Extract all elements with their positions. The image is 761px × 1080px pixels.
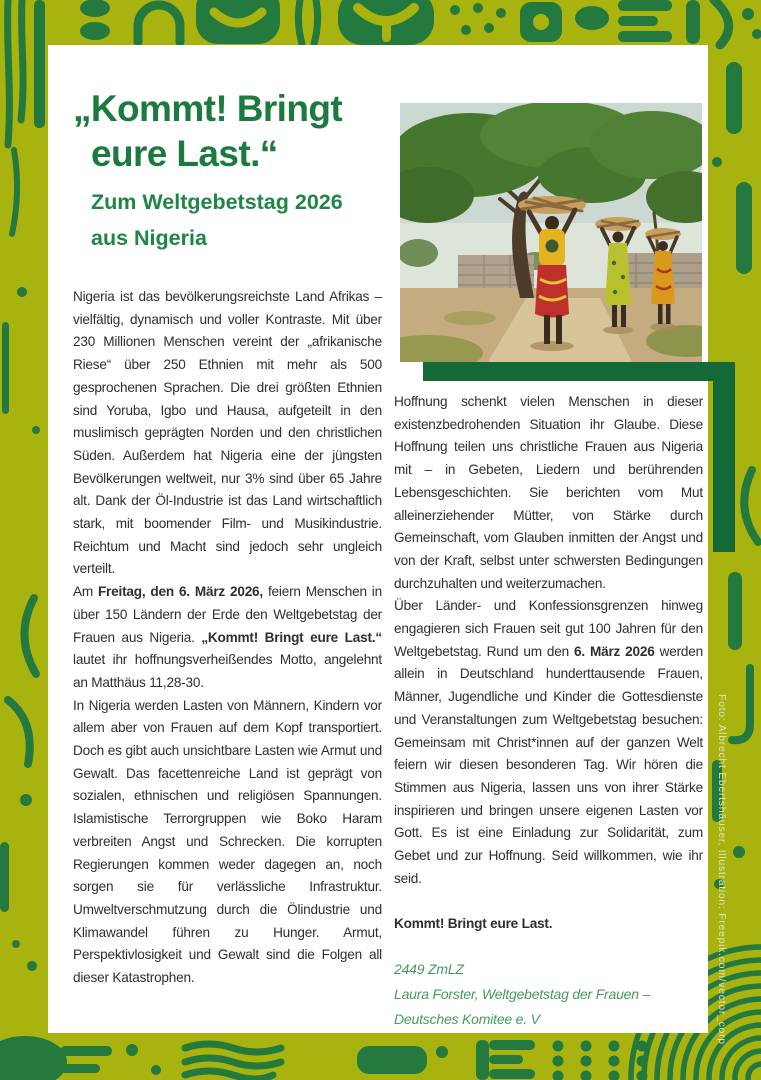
closing-motto: Kommt! Bringt eure Last. [394, 916, 553, 932]
date-bold: Freitag, den 6. März 2026, [97, 584, 263, 600]
paragraph-lasten: In Nigeria werden Lasten von Männern, Kindern vor allem aber von Frauen auf dem Kopf transportiert. Doch es gibt auch unsichtbare Lasten wie Armut und Gewalt. Das facettenreiche Land ist geprägt von sozialen, ethnischen und religiösen Spannungen. Islamistische Terrorgruppen wie Boko Haram verbreiten Angst und Schrecken. Die korrupten Regierungen kommen weder dagegen an, noch sorgen sie für verlässliche Infrastruktur. Umweltverschmutzung durch die Ölindustrie und Klimawandel führen zu Hunger. Armut, Perspektivlosigkeit und Gewalt sind die Folgen all dieser Katastrophen. [73, 697, 382, 986]
photo-accent-bar-vertical [713, 362, 735, 552]
author-credits [394, 957, 703, 1032]
page-subtitle: Zum Weltgebetstag 2026 aus Nigeria [91, 190, 343, 250]
photo-credit-vertical: Foto: Albrecht Ebertshäuser, Illustration: Freepik.com/vector_corp [716, 694, 728, 1045]
motto-bold: „Kommt! Bringt eure Last.“ [201, 629, 382, 645]
text-column-left [73, 286, 382, 990]
paragraph-weltgebetstag-date: Am Freitag, den 6. März 2026, feiern Menschen in über 150 Ländern der Erde den Weltgebetstag der Frauen aus Nigeria. „Kommt! Bringt eure Last.“ lautet ihr hoffnungsverheißendes Motto, angelehnt an Matthäus 11,28-30. [73, 584, 382, 690]
credit-committee: Deutsches Komitee e. V [394, 1011, 540, 1028]
photo-women-carrying-firewood [400, 103, 702, 362]
credit-id: 2449 ZmLZ [394, 961, 464, 978]
text-column-right [394, 391, 703, 1032]
paragraph-engagement: Über Länder- und Konfessionsgrenzen hinweg engagieren sich Frauen seit gut 100 Jahren für den Weltgebetstag. Rund um den 6. März 2026 werden allein in Deutschland hunderttausende Frauen, Männer, Jugendliche und Kinder die Gottesdienste und Veranstaltungen zum Weltgebetstag besuchen: Gemeinsam mit Christ*innen auf der ganzen Welt feiern wir diesen besonderen Tag. Wir hören die Stimmen aus Nigeria, lassen uns von ihrer Stärke inspirieren und bringen unsere eigenen Lasten vor Gott. Es ist eine Einladung zur Solidarität, zum Gebet und zur Hoffnung. Seid willkommen, wie ihr seid. [394, 598, 704, 886]
date-bold-2: 6. März 2026 [574, 643, 655, 659]
page-title: „Kommt! Bringt eure Last.“ [73, 88, 343, 174]
photo-accent-bar [423, 362, 735, 381]
pattern-left [0, 150, 40, 971]
pattern-bottom [0, 1036, 648, 1080]
paragraph-nigeria-intro: Nigeria ist das bevölkerungsreichste Land Afrikas – vielfältig, dynamisch und voller Kontraste. Mit über 230 Millionen Menschen vereint der „afrikanische Riese“ über 250 Ethnien mit mehr als 500 gesprochenen Sprachen. Die drei größten Ethnien sind Yoruba, Igbo und Hausa, aufgeteilt in den muslimisch geprägten Norden und den christlichen Süden. Außerdem hat Nigeria eine der jüngsten Bevölkerungen weltweit, nur 3% sind über 65 Jahre alt. Dank der Öl-Industrie ist das Land wirtschaftlich stark, mit boomender Film- und Musikindustrie. Reichtum und Macht sind jedoch sehr ungleich verteilt. [73, 289, 382, 577]
paragraph-hoffnung: Hoffnung schenkt vielen Menschen in dieser existenzbedrohenden Situation ihr Glaube. Diese Hoffnung teilen uns christliche Frauen aus Nigeria mit – in Gebeten, Liedern und berührenden Lebensgeschichten. Sie berichten vom Mut alleinerziehender Mütter, von Stärke durch Gemeinschaft, vom Glauben inmitten der Angst und von der Kraft, selbst unter schwersten Bedingungen durchzuhalten und weiterzumachen. [394, 394, 703, 591]
credit-author: Laura Forster, Weltgebetstag der Frauen – [394, 986, 651, 1003]
